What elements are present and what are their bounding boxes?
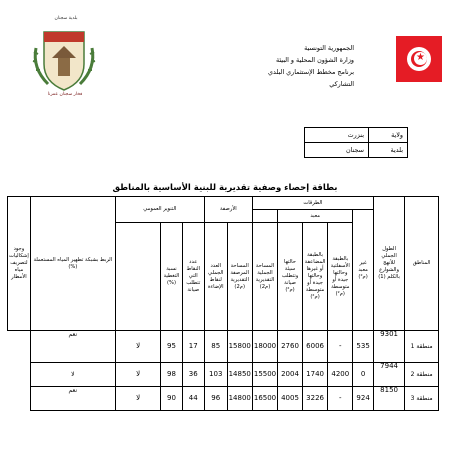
header-lamps-maint: عدد النقاط التي تتطلب صيانة bbox=[182, 223, 204, 331]
cell-needs-maint: 4005 bbox=[278, 387, 303, 411]
header-zone: المناطق bbox=[405, 197, 439, 331]
header-coverage: نسبة التغطية (%) bbox=[161, 223, 182, 331]
cell-unpaved: 0 bbox=[353, 363, 374, 387]
header-line: برنامج مخطط الإستثماري البلدي bbox=[267, 68, 354, 76]
cell-drinking: لا bbox=[115, 363, 161, 387]
cell-sw-total: 16500 bbox=[252, 387, 277, 411]
ministry-header bbox=[214, 42, 354, 90]
cell-zone: منطقة 1 bbox=[405, 331, 439, 363]
cell-lamps-maint: 44 bbox=[182, 387, 204, 411]
header-line: الجمهورية التونسية bbox=[304, 44, 354, 52]
cell-cement: 1740 bbox=[302, 363, 327, 387]
cell-total-length: 8150 bbox=[373, 387, 404, 411]
header-line: وزارة الشؤون المحلية و البيئة bbox=[275, 56, 354, 64]
cell-sw-total: 15500 bbox=[252, 363, 277, 387]
cell-needs-maint: 2760 bbox=[278, 331, 303, 363]
cell-coverage: 90 bbox=[161, 387, 182, 411]
cell-total-length: 9301 bbox=[373, 331, 404, 363]
cell-rain: نعم bbox=[30, 331, 115, 363]
cell-drinking: لا bbox=[115, 387, 161, 411]
cell-lamps-total: 85 bbox=[204, 331, 227, 363]
cell-coverage: 98 bbox=[161, 363, 182, 387]
header-lighting: التنوير العمومي bbox=[115, 197, 204, 223]
cell-cement: 6006 bbox=[302, 331, 327, 363]
header-needs-maint: حالتها سيئة وتتطلب صيانة (م²) bbox=[278, 223, 303, 331]
cell-zone: منطقة 3 bbox=[405, 387, 439, 411]
cell-unpaved: 924 bbox=[353, 387, 374, 411]
crest-top-label: بلدية سجنان bbox=[54, 16, 78, 21]
header-paved: معبد bbox=[278, 210, 353, 223]
cell-needs-maint: 2004 bbox=[278, 363, 303, 387]
header-rain: وجود إشكاليات لتصريف مياه الأمطار bbox=[8, 197, 31, 331]
cell-sw-paved: 14850 bbox=[227, 363, 252, 387]
header-cement: بالطبقة المضاعفة أو غيرها وحالتها جيدة أو متوسطة (م²) bbox=[302, 223, 327, 331]
header-lamps-total: العدد الجملي لنقاط الإضاءة bbox=[204, 223, 227, 331]
header-unpaved: غير معبد (م²) bbox=[353, 210, 374, 331]
header-asphalt: بالطبقة الأسفلتية وحالتها جيدة أو متوسطة (م²) bbox=[328, 223, 353, 331]
table-row bbox=[8, 387, 439, 411]
crest-caption: فخار سجنان عمرنا bbox=[47, 92, 83, 97]
info-value: بنزرت bbox=[305, 128, 369, 143]
header-sw-paved: المساحة المرصفة التقديرية (م2) bbox=[227, 223, 252, 331]
cell-sw-paved: 14800 bbox=[227, 387, 252, 411]
cell-lamps-maint: 36 bbox=[182, 363, 204, 387]
info-value: سجنان bbox=[305, 143, 369, 158]
cell-sw-paved: 15800 bbox=[227, 331, 252, 363]
cell-total-length: 7944 bbox=[373, 363, 404, 387]
info-label: ولاية bbox=[369, 128, 408, 143]
location-info-table bbox=[304, 127, 408, 158]
info-row bbox=[305, 128, 408, 143]
cell-drinking: لا bbox=[115, 331, 161, 363]
cell-sw-total: 18000 bbox=[252, 331, 277, 363]
cell-cement: 3226 bbox=[302, 387, 327, 411]
info-row bbox=[305, 143, 408, 158]
cell-rain: نعم bbox=[30, 387, 115, 411]
header-sidewalks: الأرصفة bbox=[204, 197, 252, 223]
page-title: بطاقة إحصاء وصفية تقديرية للبنية الأساسية بالمناطق bbox=[112, 183, 338, 193]
municipality-crest-icon bbox=[24, 18, 104, 98]
tunisia-flag: ★ bbox=[396, 36, 442, 82]
header-roads: الطرقات bbox=[252, 197, 373, 210]
cell-lamps-maint: 17 bbox=[182, 331, 204, 363]
info-label: بلدية bbox=[369, 143, 408, 158]
table-row bbox=[8, 331, 439, 363]
cell-lamps-total: 96 bbox=[204, 387, 227, 411]
header-drinking: الربط بشبكة تطهير المياه المستعملة (%) bbox=[30, 197, 115, 331]
cell-asphalt: - bbox=[328, 387, 353, 411]
header-total-length: الطول الجملي للأنهج والشوارع بالكلم (1) bbox=[373, 197, 404, 331]
cell-lamps-total: 103 bbox=[204, 363, 227, 387]
header-line: التشاركي bbox=[329, 80, 354, 88]
cell-coverage: 95 bbox=[161, 331, 182, 363]
cell-zone: منطقة 2 bbox=[405, 363, 439, 387]
table-row bbox=[8, 363, 439, 387]
cell-unpaved: 535 bbox=[353, 331, 374, 363]
cell-asphalt: 4200 bbox=[328, 363, 353, 387]
cell-rain: لا bbox=[30, 363, 115, 387]
header-sw-total: المساحة الجملية التقديرية (م2) bbox=[252, 223, 277, 331]
cell-asphalt: - bbox=[328, 331, 353, 363]
infrastructure-table bbox=[7, 196, 439, 411]
